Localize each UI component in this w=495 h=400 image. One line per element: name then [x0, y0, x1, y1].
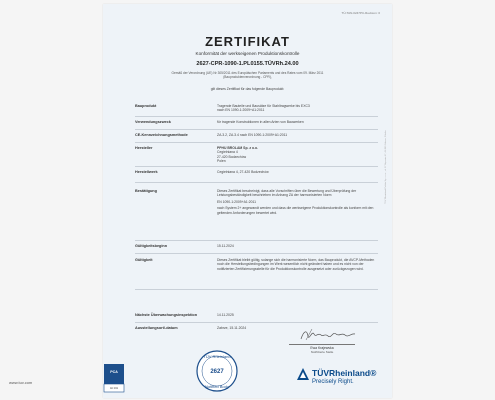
- field-label: Herstellwerk: [135, 170, 158, 174]
- field-value: [217, 170, 378, 174]
- value-line: Cegielniana 4: [217, 150, 238, 155]
- value-line: nach EN 1090-1:2009+A1:2011: [217, 108, 265, 113]
- value-line: 14.11.2025: [217, 313, 234, 317]
- field-value: [217, 120, 378, 124]
- signature-line: [289, 344, 355, 345]
- field-label: Verwendungszweck: [135, 120, 171, 124]
- field-value: [217, 146, 378, 164]
- field-value: [217, 313, 378, 317]
- divider: [135, 322, 378, 323]
- seal-bottom-text: Notified Body: [205, 384, 229, 389]
- value-paragraph: EN 1090-1:2009+A1:2011: [217, 199, 257, 204]
- value-line: Tragende Bauteile und Bausätze für Stahltragwerke bis EXC3: [217, 104, 310, 108]
- value-paragraph: Dieses Zertifikat bleibt gültig, solange sich die harmonisierte Norm, das Bauprodukt, die AVCP-Methoden noch die Herstellungsbedingungen im Werk wesentlich nicht geändert haben und es nicht von der notifizierten Zertifizierungsstelle für die Produktionskontrolle ausgesetzt oder zurückgezogen wird.: [217, 258, 375, 271]
- tuv-triangle-logo-icon: [296, 367, 310, 381]
- divider: [135, 116, 378, 117]
- field-value: [217, 244, 378, 248]
- brand-name: TÜVRheinland®: [312, 368, 377, 378]
- pca-number: AC 161: [110, 387, 118, 390]
- divider: [135, 166, 378, 167]
- certificate-page: [103, 4, 392, 398]
- document-number: TÜ-TAN-0247PC-Revision: 0: [341, 11, 380, 15]
- value-line: Cegielniana 4, 27-420 Bodzechów: [217, 170, 269, 174]
- divider: [135, 182, 378, 183]
- field-value: [217, 189, 378, 217]
- field-label: Bestätigung: [135, 189, 157, 193]
- divider: [135, 142, 378, 143]
- field-label: Hersteller: [135, 146, 153, 150]
- certificate-subtitle: Konformität der werkseigenen Produktionskontrolle: [195, 51, 300, 56]
- value-paragraph: nach System 2+ angewandt werden und dass die werkseigene Produktionskontrolle als konform mit den geltenden Anforderungen bewertet wird.: [217, 206, 374, 215]
- divider: [135, 129, 378, 130]
- regulation-line: (Bauproduktenverordnung - CPR),: [223, 75, 272, 80]
- field-label: Ausstellungsort/-datum: [135, 326, 178, 330]
- pca-label: PCA: [110, 370, 118, 374]
- value-line: Zabrze, 15.11.2024: [217, 326, 247, 330]
- field-value: [217, 133, 378, 137]
- notified-body-seal-icon: [195, 349, 239, 393]
- field-label: CE-Kennzeichnungsmethode: [135, 133, 188, 137]
- signature-image: [298, 326, 358, 344]
- vertical-address-text: TÜV Rheinland Polska Sp. z o.o., ul. 27 Stycznia 17, 41-800 Zabrze, Polska: [385, 130, 387, 204]
- value-line: Polen: [217, 159, 226, 164]
- regulation-text: [149, 71, 346, 79]
- field-label: Nächste Überwachungsinspektion: [135, 313, 198, 317]
- field-label: Bauprodukt: [135, 104, 157, 108]
- website-link[interactable]: www.tuv.com: [9, 380, 33, 385]
- issued-for-text: gilt dieses Zertifikat für das folgende Bauprodukt:: [210, 87, 285, 91]
- field-value: [217, 104, 378, 113]
- pca-accreditation-logo: [103, 363, 125, 393]
- divider: [135, 289, 378, 290]
- signer-role: Notifizierte Stelle: [310, 350, 334, 354]
- value-line: ZA.3.2, ZA.3.4 nach EN 1090-1:2009+A1:2011: [217, 133, 288, 137]
- field-value: [217, 258, 378, 273]
- seal-number: 2627: [210, 369, 224, 375]
- certificate-number: 2627-CPR-1090-1.PL0155.TÜVRh.24.00: [196, 61, 299, 67]
- seal-top-text: TÜV Rheinland: [203, 354, 231, 359]
- certificate-title: ZERTIFIKAT: [205, 34, 290, 49]
- divider: [135, 240, 378, 241]
- value-line: 27-420 Bodzechów: [217, 154, 247, 159]
- signer-name: Ewa Krajewska: [310, 346, 334, 350]
- value-line: PPHU BROLAM Sp. z o.o.: [217, 146, 259, 150]
- value-line: 15.11.2024: [217, 244, 234, 248]
- brand-tagline: Precisely Right.: [312, 379, 354, 385]
- value-paragraph: Dieses Zertifikat bescheinigt, dass alle Vorschriften über die Bewertung und Überprüfung der Leistungsbeständigkeit beschrieben im Anhang ZA der harmonisierten Norm: [217, 189, 357, 198]
- value-line: für tragende Konstruktionen in allen Arten von Bauwerken: [217, 120, 304, 124]
- field-label: Gültigkeit: [135, 258, 153, 262]
- divider: [135, 253, 378, 254]
- regulation-line: Gemäß der Verordnung (UE) Nr 305/2011 des Europäischen Parlaments und des Rates vom 09. März 2011: [171, 71, 324, 75]
- field-label: Gültigkeitsbeginn: [135, 244, 168, 248]
